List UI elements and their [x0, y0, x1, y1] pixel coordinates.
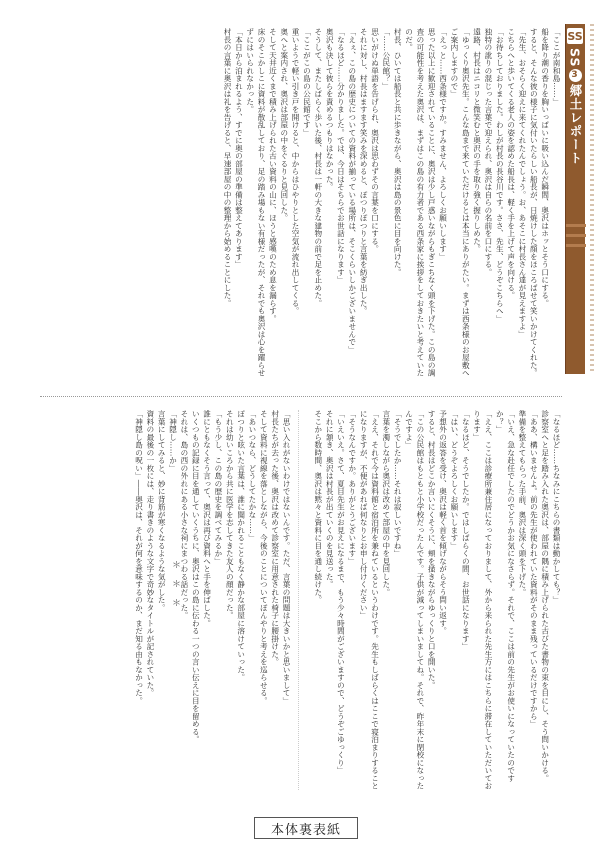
text-paragraph: 「お待ちしておりました。わしが村長の長谷川です。ささ、先生、どうぞこちらへ」	[495, 28, 505, 323]
text-paragraph: 言葉にしてみると、妙に背筋が寒くなるような気がした。	[157, 410, 167, 612]
scene-break: ＊＊＊	[170, 560, 180, 617]
text-paragraph: 船を降り潮の香りを胸いっぱいに吸い込んだ瞬間、奥沢はホッとそう口にする。	[540, 28, 550, 307]
section-title	[566, 48, 584, 208]
title-band-notch	[566, 224, 586, 227]
text-paragraph: 「えぇ、この島の歴史についての資料が揃っている場所は、そこくらいしかございませんで」	[347, 28, 357, 354]
text-paragraph: 「そうなんですか。ありがとうございます」	[347, 410, 357, 565]
text-paragraph: そうして、またしばらく歩いた後、村長は一軒の大きな建物の前で足を止めた。	[313, 28, 323, 307]
text-paragraph: 床のそこかしこに資料が散乱しており、足の踏み場もない有様だったが、それでも奥沢は心を躍らせずにはいられなかった。	[245, 28, 267, 377]
text-paragraph: 「なるほど、そうでしたか。ではしばらくの間、お世話になります」	[461, 410, 471, 651]
text-paragraph: 予想外の返答を受け、奥沢は軽く首を傾げながらそう問い返す。	[438, 410, 448, 635]
title-band-notch	[566, 244, 586, 247]
text-paragraph: 「ええ、ここは診療所兼住居になっておりまして、外から来られた先生方にはこちらに滞在していただいております」	[472, 410, 493, 790]
section-logo-icon	[567, 28, 583, 44]
text-paragraph: ぽつりと呟いた言葉は、誰に聞かれることもなく静かな部屋に溶けていった。	[236, 410, 246, 682]
top-text-block	[40, 28, 562, 380]
text-paragraph: 言葉を濁しながら奥沢は改めて部屋の中を見回した。	[381, 410, 391, 596]
text-paragraph: 村長、ひいては船長と共に歩きながら、奥沢は島の景色に目を向けた。	[393, 28, 403, 276]
text-paragraph: そして天井近くまで積み上げられた古い資料の山に、ほうと感嘆のため息を漏らす。	[268, 28, 278, 323]
text-paragraph: 「神隠し島の呪い」――奥沢は、それが何を意味するのか、まだ知る由もなかった。	[134, 410, 144, 705]
text-paragraph: 「ゆっくり奥沢先生。こんな島まで来ていただけるとは本当にありがたい。まずは西条様のお屋敷へご案内しますので」	[449, 28, 471, 377]
column-rule	[298, 410, 299, 790]
text-paragraph: すると、村長はどこか言いにくそうに、頬を掻きながらゆっくりと口を開いた。	[427, 410, 437, 689]
footer-label: 本体裏表紙	[254, 817, 358, 839]
text-paragraph: 「思い入れがないわけではないんです。ただ、言葉の問題は大きいかと思いまして」	[282, 410, 291, 705]
text-paragraph: 「えっと……西条様ですか。すみません、よろしくお願いします」	[438, 28, 448, 261]
decorative-stripe	[590, 24, 594, 374]
text-paragraph: 「神隠し……か」	[168, 410, 178, 472]
text-paragraph: それは、島の西の外れにある小さな祠にまつわる話だった。	[179, 410, 189, 620]
text-paragraph: 奥沢も決して彼らを責めるつもりはなかった。	[325, 28, 335, 191]
section-logo-text: SS	[567, 29, 583, 43]
text-paragraph: そして資料に視線を落としながら、今後のことについてぼんやりと考えを巡らせる。	[259, 410, 269, 705]
text-paragraph: 誰にともなくそう言って、奥沢は再び資料へと手を伸ばした。	[202, 410, 212, 627]
section-divider	[40, 396, 562, 397]
bottom-left-text-block	[40, 410, 292, 794]
text-paragraph: 「そうでしたか……それは寂しいですね」	[393, 410, 403, 558]
title-badge: 3	[569, 69, 582, 82]
text-paragraph: 「……公民館？」	[381, 28, 391, 90]
text-paragraph: 「もう少し、この島の歴史を調べてみるか」	[213, 410, 223, 565]
bottom-right-text-block	[306, 410, 562, 794]
text-paragraph: 準備を整えてもらった手前、奥沢は深く頭を下げた。	[517, 410, 527, 596]
text-paragraph: 「本日から泊まれるよう、すでに奥の部屋の準備は整えてあります」	[234, 28, 244, 269]
text-paragraph: 「先生、おそらく迎えに来てくれたんでしょう。お、あそこに村長さん達が見えますよ」	[517, 28, 527, 338]
text-paragraph: 独特の訛りの混じった言葉で迎えられ、奥沢は自らの名前を口にする。	[483, 28, 493, 276]
text-paragraph: それに対し、村長はますます笑みを深めると、ぽつりぽつりと言葉を紡ぎ出した。	[359, 28, 369, 315]
text-paragraph: 「はい、どうぞよろしくお願いします」	[449, 410, 459, 550]
title-ss: SS	[567, 48, 583, 68]
text-paragraph: 「ここが南和島……」	[552, 28, 561, 106]
text-paragraph: 「あいつなら、どうしてたかな……」	[247, 410, 257, 542]
text-paragraph: こちらへと歩いてくる老人の姿を認めた船長は、軽く手を上げて声を向ける。	[506, 28, 516, 300]
text-paragraph: 「なるほど……分かりました。では、今日はそちらでお世話になります」	[336, 28, 346, 284]
text-paragraph: 思いがけぬ単語を告げられ、奥沢は思わずその言葉を口にする。	[370, 28, 380, 253]
text-paragraph: 思った以上に歓迎されていることに、奥沢は少し戸惑いながらもぎこちなく頭を下げた。この島の調査の可能性を考えた奥沢は、まずはこの島の有力者である西条家に挨拶をしておきたいと考えていたのだ。	[404, 28, 437, 377]
text-paragraph: 「いえいえ。さて、夏目先生がお見えになるまで、もう少々時間がございますので、どうぞごゆっくり」	[336, 410, 346, 775]
text-paragraph: 村長たちが去った後、奥沢は改めて診察室に用意された椅子に腰掛けた。	[270, 410, 280, 666]
text-paragraph: 「いえ、急な赴任でしたのでどうかお気になさらず。それで、ここは前の先生がお使いになっていたのですか？」	[495, 410, 516, 782]
text-paragraph: すると、そんな彼の様子に気付いたらしい船長が、日焼けした顔をほころばせて笑いかけてくれた。	[529, 28, 539, 377]
title-band-notch	[566, 234, 586, 237]
text-paragraph: 「なるほど……ちなみにこちらの書類は動かしても？」	[552, 410, 561, 604]
text-paragraph: 村長の言葉に奥沢は礼を告げると、早速部屋の中の整理から始めることにした。	[223, 28, 233, 307]
text-paragraph: 重いようで軽い引き戸を開けると、中からはひやりとした空気が流れ出してくる。	[291, 28, 301, 315]
text-paragraph: 奥へと案内され、奥沢は部屋の中をぐるりと見回した。	[279, 28, 289, 222]
text-paragraph: 「ええ、それで今は資料館と宿泊所を兼ねているというわけです。先生もしばらくはここで寝泊まりすることになりますが、不便があれば何なりとお申し付けください」	[359, 410, 380, 790]
text-paragraph: 「ああ、構いませんよ。前の先生が使われていた資料がそのまま残っているだけですから」	[529, 410, 539, 728]
text-paragraph: いくつもの記録に目を通していくうちに、奥沢はこの島に伝わる一つの言い伝えに目を留める。	[191, 410, 201, 744]
text-paragraph: 「この公民館はもともと小学校だったんです。子供が減ってしまいましてね。それで、昨年末に閉校になったんですよ」	[404, 410, 425, 790]
text-paragraph: そこから数時間、奥沢は黙々と資料に目を通し続けた。	[313, 410, 323, 604]
text-paragraph: それに頷き、奥沢は村長が出ていくのを見送った。	[325, 410, 335, 589]
text-paragraph: それは幼いころから共に医学を志してきた友人の顔だった。	[225, 410, 235, 620]
text-paragraph: 「ここがこの島の公民館です」	[302, 28, 312, 137]
title-label: 郷土レポート	[568, 84, 583, 166]
text-paragraph: 遠路、村長はニコリと微笑むと奥沢の手を取り強く握りしめた。	[472, 28, 482, 253]
text-paragraph: 資料の最後の一枚には、走り書きのような文字で奇妙なタイトルが記されていた。	[145, 410, 155, 697]
text-paragraph: 診察室へと足を踏み入れた奥沢は、部屋の隅に積み上げられた古びた書物の束を目にし、そう問いかける。	[540, 410, 550, 782]
